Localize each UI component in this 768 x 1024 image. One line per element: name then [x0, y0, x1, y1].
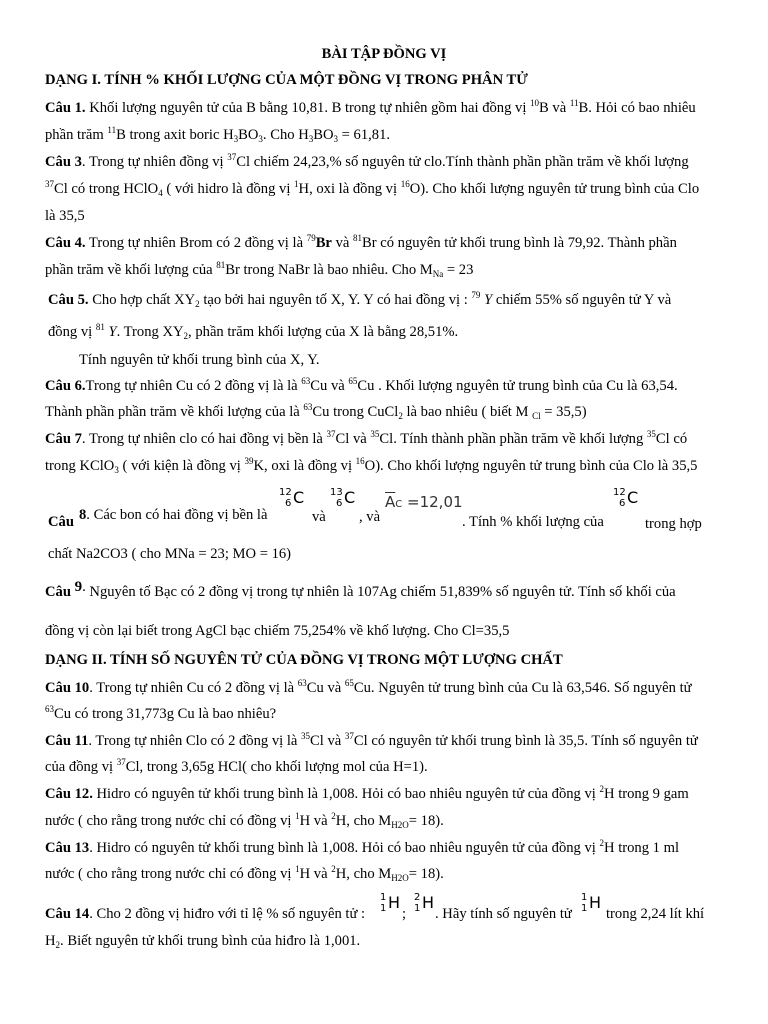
question-9-line-2: đồng vị còn lại biết trong AgCl bạc chiếm 75,254% về khố lượng. Cho Cl=35,5	[45, 623, 510, 639]
question-7-line-2: trong KClO$_3$ ( với kiện là đồng vị $^{39}$K, oxi là đồng vị $^{16}$O). Cho khối lượng nguyên tử trung bình của Clo là 35,5	[45, 456, 698, 475]
question-3-line-2: $^{37}$Cl có trong HClO$_4$ ( với hidro là đồng vị $^1$H, oxi là đồng vị $^{16}$O). Cho khối lượng nguyên tử trung bình của Clo	[45, 179, 700, 198]
question-6-line-2: Thành phần phần trăm về khối lượng của là $^{63}$Cu trong CuCl$_2$ là bao nhiêu ( biết M $_{Cl}$ = 35,5)	[45, 402, 587, 421]
question-8-label: Câu	[48, 514, 74, 530]
question-12-line-1: Câu 12. Hidro có nguyên tử khối trung bình là 1,008. Hỏi có bao nhiêu nguyên tử của đồng vị $^2$H trong 9 gam	[45, 784, 689, 802]
question-5-line-3: Tính nguyên tử khối trung bình của X, Y.	[79, 352, 320, 368]
question-8-text-2: . Tính % khối lượng của	[462, 514, 604, 530]
question-3-line-1: Câu 3. Trong tự nhiên đồng vị $^{37}$Cl chiếm 24,23,% số nguyên tử clo.Tính thành phần phần trăm về khối lượng	[45, 152, 689, 170]
section-heading-2: DẠNG II. TÍNH SỐ NGUYÊN TỬ CỦA ĐỒNG VỊ TRONG MỘT LƯỢNG CHẤT	[45, 652, 563, 668]
question-7-line-1: Câu 7. Trong tự nhiên clo có hai đồng vị bền là $^{37}$Cl và $^{35}$Cl. Tính thành phần phần trăm về khối lượng $^{35}$Cl có	[45, 429, 688, 447]
question-8-text-1: 8. Các bon có hai đồng vị bền là	[79, 507, 268, 523]
question-4-line-2: phần trăm về khối lượng của $^{81}$Br trong NaBr là bao nhiêu. Cho $M_{Na} = 23$	[45, 260, 474, 279]
question-11-line-1: Câu 11. Trong tự nhiên Clo có 2 đồng vị là $^{35}$Cl và $^{37}$Cl có nguyên tử khối trung bình là 35,5. Tính số nguyên tử	[45, 731, 698, 749]
question-5-line-2: đồng vị $^{81}$ Y. Trong $XY_2$, phần trăm khối lượng của X là bằng 28,51%.	[48, 322, 459, 341]
section-heading-1: DẠNG I. TÍNH % KHỐI LƯỢNG CỦA MỘT ĐỒNG VỊ TRONG PHÂN TỬ	[45, 72, 528, 88]
question-1-line-2: phần trăm $^{11}$B trong axit boric $H_3BO_3$. Cho $H_3BO_3 = 61,81$.	[45, 125, 391, 144]
question-14-line-1c: trong 2,24 lít khí	[606, 906, 705, 922]
document-title: BÀI TẬP ĐỒNG VỊ	[321, 46, 447, 62]
question-4-line-1: Câu 4. Trong tự nhiên Brom có 2 đồng vị là $^{79}$Br và $^{81}$Br có nguyên tử khối trung bình là 79,92. Thành phần	[45, 233, 677, 251]
question-10-line-1: Câu 10. Trong tự nhiên Cu có 2 đồng vị là $^{63}$Cu và $^{65}$Cu. Nguyên tử trung bình của Cu là 63,546. Số nguyên tử	[45, 678, 692, 696]
question-14-separator: ;	[402, 906, 407, 922]
question-8-and-1: và	[312, 509, 326, 525]
question-1-line-1: Câu 1. Khối lượng nguyên tử của B bằng 10,81. B trong tự nhiên gồm hai đồng vị $^{10}$B và $^{11}$B. Hỏi có bao nhiêu	[45, 98, 696, 116]
average-atomic-mass-carbon: $\overline{A}C =12,01$	[385, 493, 463, 511]
question-13-line-1: Câu 13. Hidro có nguyên tử khối trung bình là 1,008. Hỏi có bao nhiêu nguyên tử của đồng vị $^2$H trong 1 ml	[45, 838, 680, 856]
question-14-line-1b: . Hãy tính số nguyên tử	[435, 906, 572, 922]
question-9-line-1: Câu 9. Nguyên tố Bạc có 2 đồng vị trong tự nhiên là 107Ag chiếm 51,839% số nguyên tử. Tính số khối của	[45, 579, 676, 600]
question-10-line-2: $^{63}$Cu có trong 31,773g Cu là bao nhiêu?	[45, 704, 277, 722]
question-11-line-2: của đồng vị $^{37}$Cl, trong 3,65g HCl( cho khối lượng mol của H=1).	[45, 757, 428, 775]
question-3-line-3: là 35,5	[45, 208, 85, 224]
question-14-line-1a: Câu 14. Cho 2 đồng vị hiđro với tỉ lệ % số nguyên tử :	[45, 906, 366, 922]
question-13-line-2: nước ( cho rằng trong nước chỉ có đồng vị $^1$H và $^2$H, cho $M_{H2O}= 18$).	[45, 864, 444, 883]
question-8-and-2: , và	[359, 509, 381, 525]
question-12-line-2: nước ( cho rằng trong nước chỉ có đồng vị $^1$H và $^2$H, cho $M_{H2O}= 18$).	[45, 811, 444, 830]
question-6-line-1: Câu 6.Trong tự nhiên Cu có 2 đồng vị là là $^{63}$Cu và $^{65}$Cu . Khối lượng nguyên tử trung bình của Cu là 63,54.	[45, 376, 678, 394]
question-8-line-2: chất Na2CO3 ( cho MNa = 23; MO = 16)	[48, 546, 292, 562]
question-14-line-2: $H_2$. Biết nguyên tử khối trung bình của hiđro là 1,001.	[45, 933, 361, 950]
document-page: BÀI TẬP ĐỒNG VỊ DẠNG I. TÍNH % KHỐI LƯỢNG CỦA MỘT ĐỒNG VỊ TRONG PHÂN TỬ Câu 1. Khối lượng nguyên tử của B bằng 10,81. B trong tự nhiên gồm hai đồng vị $^{10}$B và $^{11}$B. Hỏi có bao nhiêu phần trăm $^{11}$B trong axit boric $H_3BO_3$. Cho $H_3BO_3 = 61,81$. Câu 3. Trong tự nhiên đồng vị $^{37}$Cl chiếm 24,23,% số nguyên tử clo.Tính thành phần phần trăm về khối lượng $^{37}$Cl có trong HClO$_4$ ( với hidro là đồng vị $^1$H, oxi là đồng vị $^{16}$O). Cho khối lượng nguyên tử trung bình của Clo là 35,5 Câu 4. Trong tự nhiên Brom có 2 đồng vị là $^{79}$Br và $^{81}$Br có nguyên tử khối trung bình là 79,92. Thành phần phần trăm về khối lượng của $^{81}$Br trong NaBr là bao nhiêu. Cho $M_{Na} = 23$ Câu 5. Cho hợp chất $XY_2$ tạo bởi hai nguyên tố X, Y. Y có hai đồng vị : $^{79}$ Y chiếm 55% số nguyên tử Y và đồng vị $^{81}$ Y. Trong $XY_2$, phần trăm khối lượng của X là bằng 28,51%. Tính nguyên tử khối trung bình của X, Y. Câu 6.Trong tự nhiên Cu có 2 đồng vị là là $^{63}$Cu và $^{65}$Cu . Khối lượng nguyên tử trung bình của Cu là 63,54. Thành phần phần trăm về khối lượng của là $^{63}$Cu trong CuCl$_2$ là bao nhiêu ( biết M $_{Cl}$ = 35,5) Câu 7. Trong tự nhiên clo có hai đồng vị bền là $^{37}$Cl và $^{35}$Cl. Tính thành phần phần trăm về khối lượng $^{35}$Cl có trong KClO$_3$ ( với kiện là đồng vị $^{39}$K, oxi là đồng vị $^{16}$O). Cho khối lượng nguyên tử trung bình của Clo là 35,5 Câu 8. Các bon có hai đồng vị bền là 12 6 C và 13 6 C , và $\overline{A}C =12,01$ . Tính % khối lượng của 12 6 C trong hợp chất Na2CO3 ( cho MNa = 23; MO = 16) Câu 9. Nguyên tố Bạc có 2 đồng vị trong tự nhiên là 107Ag chiếm 51,839% số nguyên tử. Tính số khối của đồng vị còn lại biết trong AgCl bạc chiếm 75,254% về khố lượng. Cho Cl=35,5 DẠNG II. TÍNH SỐ NGUYÊN TỬ CỦA ĐỒNG VỊ TRONG MỘT LƯỢNG CHẤT Câu 10. Trong tự nhiên Cu có 2 đồng vị là $^{63}$Cu và $^{65}$Cu. Nguyên tử trung bình của Cu là 63,546. Số nguyên tử $^{63}$Cu có trong 31,773g Cu là bao nhiêu? Câu 11. Trong tự nhiên Clo có 2 đồng vị là $^{35}$Cl và $^{37}$Cl có nguyên tử khối trung bình là 35,5. Tính số nguyên tử của đồng vị $^{37}$Cl, trong 3,65g HCl( cho khối lượng mol của H=1). Câu 12. Hidro có nguyên tử khối trung bình là 1,008. Hỏi có bao nhiêu nguyên tử của đồng vị $^2$H trong 9 gam nước ( cho rằng trong nước chỉ có đồng vị $^1$H và $^2$H, cho $M_{H2O}= 18$). Câu 13. Hidro có nguyên tử khối trung bình là 1,008. Hỏi có bao nhiêu nguyên tử của đồng vị $^2$H trong 1 ml nước ( cho rằng trong nước chỉ có đồng vị $^1$H và $^2$H, cho $M_{H2O}= 18$). Câu 14. Cho 2 đồng vị hiđro với tỉ lệ % số nguyên tử : 1 1 H ; 2 1 H . Hãy tính số nguyên tử 1 1 H trong 2,24 lít khí $H_2$. Biết nguyên tử khối trung bình của hiđro là 1,001.	[0, 0, 768, 1024]
question-5-line-1: Câu 5. Cho hợp chất $XY_2$ tạo bởi hai nguyên tố X, Y. Y có hai đồng vị : $^{79}$ Y chiếm 55% số nguyên tử Y và	[48, 290, 672, 309]
question-8-text-3: trong hợp	[645, 516, 702, 532]
